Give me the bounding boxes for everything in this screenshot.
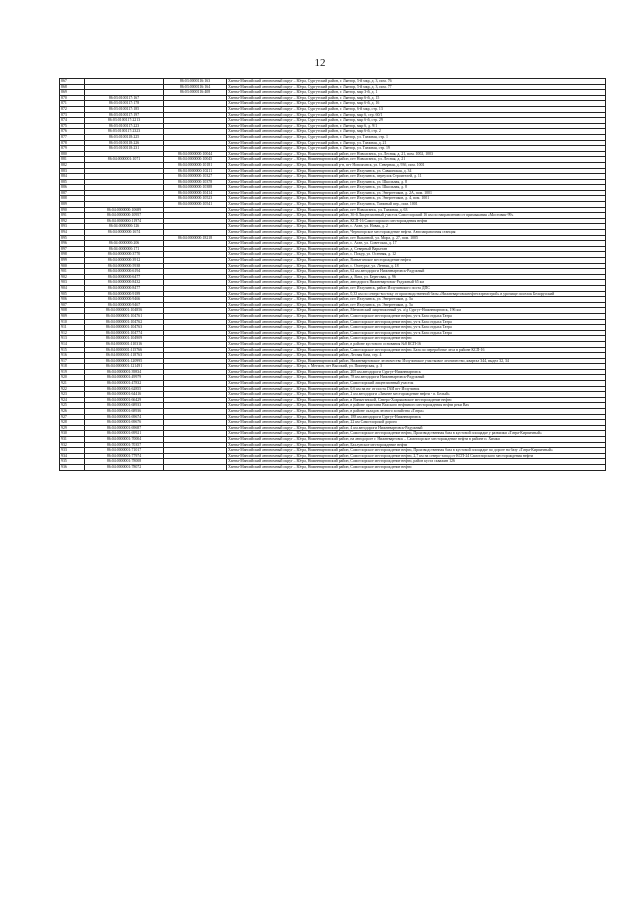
- address-cell: Ханты-Мансийский автономный округ – Югра, Нижневартовский район, в Ваньеганской, Северо-Хохряковское месторождение нефти: [227, 397, 606, 403]
- row-number-cell: 913: [60, 336, 85, 342]
- building-cadastral-number-cell: 86:04:0000000:11974: [85, 218, 164, 224]
- address-cell: Ханты-Мансийский автономный округ – Югра, Нижневартовский район, на автодороге г. Нижневартовск – Самотлорское месторождение нефти в районе п. Химки: [227, 437, 606, 443]
- building-cadastral-number-cell: 86:04:0000001:71017: [85, 448, 164, 454]
- building-cadastral-number-cell: 86:04:0000001:69676: [85, 420, 164, 426]
- address-cell: Ханты-Мансийский автономный округ – Югра, Сургутский район, г. Лянтор, мкр 6-й, д. 16: [227, 101, 606, 107]
- row-number-cell: 909: [60, 313, 85, 319]
- row-number-cell: 870: [60, 95, 85, 101]
- address-cell: Ханты-Мансийский автономный округ – Югра, Нижневартовский район, КСП-16 Самотлорского месторождения нефти: [227, 218, 606, 224]
- premises-cadastral-number-cell: 86:03:0000116:163: [164, 79, 227, 85]
- address-cell: Ханты-Мансийский автономный округ – Югра, Нижневартовский район, Самотлорское месторождение нефти. База по переработке леса в районе КСП-16: [227, 347, 606, 353]
- row-number-cell: 902: [60, 274, 85, 280]
- row-number-cell: 890: [60, 207, 85, 213]
- property-register-table: [59, 78, 606, 471]
- row-number-cell: 921: [60, 381, 85, 387]
- premises-cadastral-number-cell: 86:04:0000000:10541: [164, 202, 227, 208]
- address-cell: Ханты-Мансийский автономный округ – Югра, Нижневартовский район, в районе пристани Вахского нефтяного месторождения нефти реки Вах: [227, 403, 606, 409]
- building-cadastral-number-cell: 86:04:0000001:104909: [85, 336, 164, 342]
- row-number-cell: 872: [60, 106, 85, 112]
- address-cell: Ханты-Мансийский автономный округ – Югра, Сургутский район, г. Лянтор, мкр 6-й, стр. 29: [227, 118, 606, 124]
- address-cell: Ханты-Мансийский автономный округ – Югра, Нижневартовский район, Самотлорское месторождение нефти, уч-к База отдыха Татра: [227, 319, 606, 325]
- row-number-cell: 907: [60, 302, 85, 308]
- address-cell: Ханты-Мансийский автономный округ – Югра, Нижневартовский район, Бахлунское месторождение нефти: [227, 442, 606, 448]
- row-number-cell: 924: [60, 397, 85, 403]
- building-cadastral-number-cell: 86:04:0000000:6477: [85, 274, 164, 280]
- row-number-cell: 918: [60, 364, 85, 370]
- building-cadastral-number-cell: 86:04:0000001:1071: [85, 157, 164, 163]
- address-cell: Ханты-Мансийский автономный округ – Югра, Сургутский район, г. Лянтор, мкр 6, д. 9/1: [227, 123, 606, 129]
- row-number-cell: 922: [60, 386, 85, 392]
- building-cadastral-number-cell: 86:04:0000001:68933: [85, 403, 164, 409]
- row-number-cell: 868: [60, 84, 85, 90]
- premises-cadastral-number-cell: 86:04:0000000:10327: [164, 174, 227, 180]
- address-cell: Ханты-Мансийский автономный округ – Югра, Сургутский район, г. Лянтор, 5-й мкр, д. 3, пом. 76: [227, 79, 606, 85]
- building-cadastral-number-cell: 86:03:0100117:167: [85, 95, 164, 101]
- address-cell: Ханты-Мансийский автономный округ – Югра, Нижневартовский район, с. Покур, ул. Осенняя, д. 12: [227, 252, 606, 258]
- row-number-cell: 877: [60, 134, 85, 140]
- building-cadastral-number-cell: 86:04:0000001:69674: [85, 414, 164, 420]
- row-number-cell: 901: [60, 269, 85, 275]
- row-number-cell: 936: [60, 464, 85, 470]
- address-cell: Ханты-Мансийский автономный округ – Югра, Нижневартовский район, Мегионский лицензионный уч. а/д Сургут-Нижневартовск, 196 км: [227, 308, 606, 314]
- address-cell: Ханты-Мансийский автономный округ – Югра, Нижневартовский район, пгт Излучинск, ул. Энергетиков, д. 5а: [227, 297, 606, 303]
- row-number-cell: 906: [60, 297, 85, 303]
- building-cadastral-number-cell: 86:04:0000001:70357: [85, 442, 164, 448]
- address-cell: Ханты-Мансийский автономный округ – Югра, Нижневартовский район, 2 км автодороги «Зимнее месторождение нефти - п. Белый»: [227, 392, 606, 398]
- address-cell: Ханты-Мансийский автономный округ – Югра, Нижневартовский район, Нижневартовское лесничество Излучинское участковое лесничество, квартал 344, выдел 32, 34: [227, 358, 606, 364]
- address-cell: Ханты-Мансийский автономный округ – Югра, Нижневартовский район, пгт Излучинск, Таежный пер., пом. 1001: [227, 202, 606, 208]
- address-cell: Ханты-Мансийский автономный округ – Югра, Нижневартовский район, пгт Излучинск, ул. Энергетиков, д. 5а: [227, 302, 606, 308]
- building-cadastral-number-cell: 86:04:0000000:3770: [85, 252, 164, 258]
- address-cell: Ханты-Мансийский автономный округ – Югра, Нижневартовский район, Самотлорское месторождение нефти, уч-к База отдыха Татра: [227, 313, 606, 319]
- building-cadastral-number-cell: 86:04:0000000:9189: [85, 291, 164, 297]
- address-cell: Ханты-Мансийский автономный округ – Югра, Нижневартовский район, 0,33 км по северо-востоку от производственной базы «Нижневартовскнефтегазремстрой» в урочище поселок Белорусский: [227, 291, 606, 297]
- address-cell: Ханты-Мансийский автономный округ – Югра, Нижневартовский район, 22 км Самотлорской дороги: [227, 420, 606, 426]
- address-cell: Ханты-Мансийский автономный округ – Югра, Нижневартовский район, д. Вата, ул. Береговая, д. 96: [227, 274, 606, 280]
- row-number-cell: 899: [60, 258, 85, 264]
- building-cadastral-number-cell: 86:03:0100117:2213: [85, 118, 164, 124]
- building-cadastral-number-cell: 86:04:0000000:5938: [85, 263, 164, 269]
- building-cadastral-number-cell: 86:04:0000001:66429: [85, 397, 164, 403]
- address-cell: Ханты-Мансийский автономный округ – Югра, Сургутский район, г. Лянтор, ул. Таежная, стр. 1: [227, 134, 606, 140]
- row-number-cell: 876: [60, 129, 85, 135]
- row-number-cell: 878: [60, 140, 85, 146]
- row-number-cell: 891: [60, 213, 85, 219]
- building-cadastral-number-cell: 86:04:0000001:104762: [85, 319, 164, 325]
- row-number-cell: 917: [60, 358, 85, 364]
- row-number-cell: 926: [60, 409, 85, 415]
- row-number-cell: 897: [60, 246, 85, 252]
- building-cadastral-number-cell: 86:04:0000001:77974: [85, 453, 164, 459]
- building-cadastral-number-cell: 86:03:0100117:2323: [85, 129, 164, 135]
- address-cell: Ханты-Мансийский автономный округ – Югра, Нижневартовский район, пгт Новоаганск, ул. Лесная, д. 21: [227, 157, 606, 163]
- row-number-cell: 898: [60, 252, 85, 258]
- building-cadastral-number-cell: 86:04:0000001:62855: [85, 386, 164, 392]
- building-cadastral-number-cell: 86:04:0000000:10689: [85, 207, 164, 213]
- building-cadastral-number-cell: 86:03:0100118:225: [85, 134, 164, 140]
- address-cell: Ханты-Мансийский автономный округ – Югра, Нижневартовский район, Самотлорское месторождение нефти, уч-к База отдыха Татра: [227, 325, 606, 331]
- row-number-cell: 875: [60, 123, 85, 129]
- row-number-cell: 896: [60, 241, 85, 247]
- address-cell: Ханты-Мансийский автономный округ – Югра, Нижневартовский район, 205 км автодороги Сургут-Нижневартовск: [227, 369, 606, 375]
- address-cell: Ханты-Мансийский автономный округ – Югра, Нижневартовский район, 78 км автодороги Нижневартовск-Радужный: [227, 375, 606, 381]
- building-cadastral-number-cell: 86:04:0000000:126: [85, 224, 164, 230]
- premises-cadastral-number-cell: 86:04:0000000:10414: [164, 190, 227, 196]
- row-number-cell: 916: [60, 353, 85, 359]
- premises-cadastral-number-cell: 86:03:0000116:408: [164, 90, 227, 96]
- premises-cadastral-number-cell: 86:04:0000000:10044: [164, 151, 227, 157]
- building-cadastral-number-cell: 86:03:0100118:226: [85, 140, 164, 146]
- address-cell: Ханты-Мансийский автономный округ – Югра, Нижневартовский район, Самотлорское месторождение нефти: [227, 336, 606, 342]
- row-number-cell: 887: [60, 190, 85, 196]
- address-cell: Ханты-Мансийский автономный округ – Югра, Сургутский район, г. Лянтор, мкр 3-й, д. 1: [227, 90, 606, 96]
- address-cell: Ханты-Мансийский автономный округ – Югра, Нижневартовский район, 36-й Лицензионный участок Самотлорский 16 км по направлению от примыкания «Мостовик-99»: [227, 213, 606, 219]
- building-cadastral-number-cell: 86:04:0000001:39834: [85, 369, 164, 375]
- row-number-cell: 927: [60, 414, 85, 420]
- address-cell: Ханты-Мансийский автономный округ – Югра, Нижневартовский район, пгт Излучинск, ул. Энергетиков, д. 2А, пом. 1001: [227, 190, 606, 196]
- address-cell: Ханты-Мансийский автономный округ – Югра, Нижневартовский район, Самотлорское месторождение нефти, уч-к База отдыха Татра: [227, 330, 606, 336]
- row-number-cell: 894: [60, 230, 85, 236]
- building-cadastral-number-cell: 86:04:0000000:8432: [85, 280, 164, 286]
- premises-cadastral-number-cell: 86:04:0000000:10211: [164, 168, 227, 174]
- building-cadastral-number-cell: 86:04:0000000:10957: [85, 213, 164, 219]
- address-cell: Ханты-Мансийский автономный округ – Югра, Нижневартовский район, с. Аган, ул. Советская, д. 17: [227, 241, 606, 247]
- address-cell: Ханты-Мансийский автономный округ – Югра, Нижневартовский район, пгт Новоаганск, ул. Лесная, д. 21, пом. 1002, 1003: [227, 151, 606, 157]
- building-cadastral-number-cell: 86:04:0000001:104761: [85, 313, 164, 319]
- row-number-cell: 900: [60, 263, 85, 269]
- building-cadastral-number-cell: 86:04:0000000:1674: [85, 230, 164, 236]
- row-number-cell: 935: [60, 459, 85, 465]
- building-cadastral-number-cell: 86:04:0000001:104763: [85, 325, 164, 331]
- building-cadastral-number-cell: 86:03:0100118:231: [85, 146, 164, 152]
- building-cadastral-number-cell: 86:04:0000001:68936: [85, 409, 164, 415]
- address-cell: Ханты-Мансийский автономный округ – Югра, Нижневартовский район, с. Охтеурье, ул. Летняя, д. 18: [227, 263, 606, 269]
- row-number-cell: 881: [60, 157, 85, 163]
- address-cell: Ханты-Мансийский автономный округ – Югра, Нижневартовский район, Самотлорское месторождение нефти, район куста скважин 126: [227, 459, 606, 465]
- address-cell: Ханты-Мансийский автономный округ – Югра, Нижневартовский район, в районе складов лесного хозяйства «Татра»: [227, 409, 606, 415]
- row-number-cell: 903: [60, 280, 85, 286]
- premises-cadastral-number-cell: 86:04:0000000:10181: [164, 162, 227, 168]
- table-row: [60, 464, 606, 470]
- address-cell: Ханты-Мансийский автономный округ – Югра, Нижневартовский район, пгт Излучинск, ул. Школьная, д. 8: [227, 179, 606, 185]
- address-cell: Ханты-Мансийский автономный округ – Югра, Сургутский район, г. Лянтор, 6-й мкр, стр. 13: [227, 106, 606, 112]
- premises-cadastral-number-cell: 86:04:0000000:10045: [164, 157, 227, 163]
- row-number-cell: 871: [60, 101, 85, 107]
- building-cadastral-number-cell: 86:04:0000000:8477: [85, 285, 164, 291]
- row-number-cell: 934: [60, 453, 85, 459]
- address-cell: Ханты-Мансийский автономный округ – Югра, Нижневартовский район, Самотлорский лицензионный участок: [227, 381, 606, 387]
- row-number-cell: 911: [60, 325, 85, 331]
- building-cadastral-number-cell: 86:04:0000000:206: [85, 241, 164, 247]
- address-cell: Ханты-Мансийский автономный округ – Югра, Сургутский район, г. Лянтор, ул. Таежная, д. 21: [227, 140, 606, 146]
- row-number-cell: 869: [60, 90, 85, 96]
- building-cadastral-number-cell: 86:04:0000000:9466: [85, 297, 164, 303]
- address-cell: Ханты-Мансийский автономный округ – Югра, Нижневартовский район, Самотлорское месторождение нефти, 2,7 км на северо-запад от КСП-24 Самотлорского месторождения нефти: [227, 453, 606, 459]
- building-cadastral-number-cell: 86:04:0000001:121491: [85, 364, 164, 370]
- address-cell: Ханты-Мансийский автономный округ – Югра, Нижневартовский район, Черногорское месторождение нефти. Автозаправочная станция: [227, 230, 606, 236]
- address-cell: Ханты-Мансийский автономный округ – Югра, Нижневартовский район, Ваньеганское месторождение нефти: [227, 258, 606, 264]
- address-cell: Ханты-Мансийский автономный округ – Югра, Нижневартовский район, автодорога Нижневартовск-Радужный 65 км: [227, 280, 606, 286]
- row-number-cell: 886: [60, 185, 85, 191]
- row-number-cell: 879: [60, 146, 85, 152]
- row-number-cell: 874: [60, 118, 85, 124]
- row-number-cell: 919: [60, 369, 85, 375]
- building-cadastral-number-cell: 86:04:0000001:47832: [85, 381, 164, 387]
- building-cadastral-number-cell: 86:04:0000001:69687: [85, 425, 164, 431]
- premises-cadastral-number-cell: 86:04:0000000:18218: [164, 235, 227, 241]
- premises-cadastral-number-cell: [164, 464, 227, 470]
- row-number-cell: 925: [60, 403, 85, 409]
- row-number-cell: 928: [60, 420, 85, 426]
- row-number-cell: 888: [60, 196, 85, 202]
- building-cadastral-number-cell: 86:03:0100117:197: [85, 112, 164, 118]
- row-number-cell: 908: [60, 308, 85, 314]
- address-cell: Ханты-Мансийский автономный округ – Югра, Нижневартовский район, пгт Новоаганск, ул. Таежная, д. 63: [227, 207, 606, 213]
- row-number-cell: 884: [60, 174, 85, 180]
- building-cadastral-number-cell: 86:03:0100117:178: [85, 101, 164, 107]
- building-cadastral-number-cell: 86:03:0100117:185: [85, 106, 164, 112]
- row-number-cell: 920: [60, 375, 85, 381]
- building-cadastral-number-cell: 86:04:0000001:69921: [85, 431, 164, 437]
- address-cell: Ханты-Мансийский автономный округ – Югра, Нижневартовский район, Самотлорское месторождение нефти, Производственная база в кустовой площадке у развилки «Татра-Кирпичный»: [227, 431, 606, 437]
- address-cell: Ханты-Мансийский автономный округ – Югра, Нижневартовский район, 4 км автодороги Нижневартовск-Радужный: [227, 425, 606, 431]
- address-cell: Ханты-Мансийский автономный округ – Югра, Нижневартовский район, Самотлорское месторождение нефти: [227, 464, 606, 470]
- address-cell: Ханты-Мансийский автономный округ – Югра, Нижневартовский район, 62 км автодороги Нижневартовск-Радужный: [227, 269, 606, 275]
- premises-cadastral-number-cell: 86:04:0000000:10523: [164, 196, 227, 202]
- building-cadastral-number-cell: 86:04:0000001:118763: [85, 353, 164, 359]
- building-cadastral-number-cell: 86:04:0000000:171: [85, 246, 164, 252]
- address-cell: Ханты-Мансийский автономный округ – Югра, Нижневартовский район, пгт Выкатной, ул. Мира, д. 27, пом. 1005: [227, 235, 606, 241]
- row-number-cell: 867: [60, 79, 85, 85]
- building-cadastral-number-cell: 86:04:0000001:70004: [85, 437, 164, 443]
- table-body: [60, 79, 606, 471]
- building-cadastral-number-cell: 86:04:0000000:3912: [85, 258, 164, 264]
- address-cell: Ханты-Мансийский автономный округ – Югра, Нижневартовский район, пгт Излучинск, район Излучинского поста ДПС: [227, 285, 606, 291]
- premises-cadastral-number-cell: 86:03:0000116:164: [164, 84, 227, 90]
- address-cell: Ханты-Мансийский автономный округ – Югра, Нижневартовский район, пгт Излучинск, ул. Энергетиков, д. 4, пом. 1001: [227, 196, 606, 202]
- building-cadastral-number-cell: 86:04:0000000:9467: [85, 302, 164, 308]
- building-cadastral-number-cell: 86:04:0000001:64416: [85, 392, 164, 398]
- address-cell: Ханты-Мансийский автономный округ – Югра, Нижневартовский район, в районе кустового основания №8 КСП-16: [227, 341, 606, 347]
- premises-cadastral-number-cell: 86:04:0000000:10388: [164, 185, 227, 191]
- building-cadastral-number-cell: 86:03:0100117:223: [85, 123, 164, 129]
- row-number-cell: 931: [60, 437, 85, 443]
- row-number-cell: 914: [60, 341, 85, 347]
- row-number-cell: 893: [60, 224, 85, 230]
- address-cell: Ханты-Мансийский автономный округ – Югра, Нижневартовский район, Лесная база, стр. 4: [227, 353, 606, 359]
- row-number-cell: 895: [60, 235, 85, 241]
- address-cell: Ханты-Мансийский автономный округ – Югра, Сургутский район, г. Лянтор, ул. Таежная, стр. 19: [227, 146, 606, 152]
- building-cadastral-number-cell: 86:04:0000001:115766: [85, 347, 164, 353]
- address-cell: Ханты-Мансийский автономный округ – Югра, Нижневартовский район, 188 км автодороги Сургут-Нижневартовск: [227, 414, 606, 420]
- row-number-cell: 923: [60, 392, 85, 398]
- page-number: 12: [314, 57, 326, 69]
- row-number-cell: 873: [60, 112, 85, 118]
- address-cell: Ханты-Мансийский автономный округ – Югра, Нижневартовский район, д. Северный Варьеган: [227, 246, 606, 252]
- building-cadastral-number-cell: 86:04:0000001:104856: [85, 308, 164, 314]
- row-number-cell: 929: [60, 425, 85, 431]
- row-number-cell: 915: [60, 347, 85, 353]
- address-cell: Ханты-Мансийский автономный округ – Югра, Нижневартовский р-н, пгт Новоаганск, ул. Северная, д. 93б, пом. 1001: [227, 162, 606, 168]
- building-cadastral-number-cell: 86:04:0000001:104774: [85, 330, 164, 336]
- row-number-cell: 933: [60, 448, 85, 454]
- address-cell: Ханты-Мансийский автономный округ – Югра, Нижневартовский район, пгт Излучинск, переулок Строителей, д. 11: [227, 174, 606, 180]
- address-cell: Ханты-Мансийский автономный округ – Югра, Нижневартовский район, Самотлорское месторождение нефти, Производственная база в кустовой площадке по дороге на базу «Татра-Кирпичный»: [227, 448, 606, 454]
- address-cell: Ханты-Мансийский автономный округ – Югра, Нижневартовский район, пгт Излучинск, ул. Школьная, д. 8: [227, 185, 606, 191]
- building-cadastral-number-cell: 86:04:0000001:110316: [85, 341, 164, 347]
- row-number-cell: 905: [60, 291, 85, 297]
- address-cell: Ханты-Мансийский автономный округ – Югра, Сургутский район, г. Лянтор, мкр 6-й, стр. 2: [227, 129, 606, 135]
- premises-cadastral-number-cell: 86:04:0000000:10378: [164, 179, 227, 185]
- row-number-cell: 930: [60, 431, 85, 437]
- address-cell: Ханты-Мансийский автономный округ – Югра, Нижневартовский район, с. Аган, ул. Новая, д. 2: [227, 224, 606, 230]
- building-cadastral-number-cell: 86:04:0000001:78072: [85, 464, 164, 470]
- building-cadastral-number-cell: 86:04:0000000:6194: [85, 269, 164, 275]
- address-cell: Ханты-Мансийский автономный округ – Югра, Сургутский район, г. Лянтор, 5-й мкр, д. 3, пом. 77: [227, 84, 606, 90]
- row-number-cell: 880: [60, 151, 85, 157]
- building-cadastral-number-cell: 86:04:0000001:120995: [85, 358, 164, 364]
- address-cell: Ханты-Мансийский автономный округ – Югра, г. Мегион, пгт Высокий, ул. Пионерская, д. 3: [227, 364, 606, 370]
- address-cell: Ханты-Мансийский автономный округ – Югра, Сургутский район, г. Лянтор, мкр 6-й, д. 15: [227, 95, 606, 101]
- row-number-cell: 892: [60, 218, 85, 224]
- address-cell: Ханты-Мансийский автономный округ – Югра, Нижневартовский район, пгт Излучинск, ул. Савкинская, д. 34: [227, 168, 606, 174]
- row-number-cell: 882: [60, 162, 85, 168]
- building-cadastral-number-cell: 86:04:0000001:49979: [85, 375, 164, 381]
- row-number-cell: 932: [60, 442, 85, 448]
- row-number-cell: 885: [60, 179, 85, 185]
- row-number-cell: 910: [60, 319, 85, 325]
- row-number-cell: 889: [60, 202, 85, 208]
- address-cell: Ханты-Мансийский автономный округ – Югра, Нижневартовский район, 0,6 км на юг от поста ГАИ пгт Излучинск: [227, 386, 606, 392]
- building-cadastral-number-cell: 86:04:0000001:78008: [85, 459, 164, 465]
- row-number-cell: 912: [60, 330, 85, 336]
- row-number-cell: 904: [60, 285, 85, 291]
- row-number-cell: 883: [60, 168, 85, 174]
- address-cell: Ханты-Мансийский автономный округ – Югра, Сургутский район, г. Лянтор, мкр 6, стр. 60/1: [227, 112, 606, 118]
